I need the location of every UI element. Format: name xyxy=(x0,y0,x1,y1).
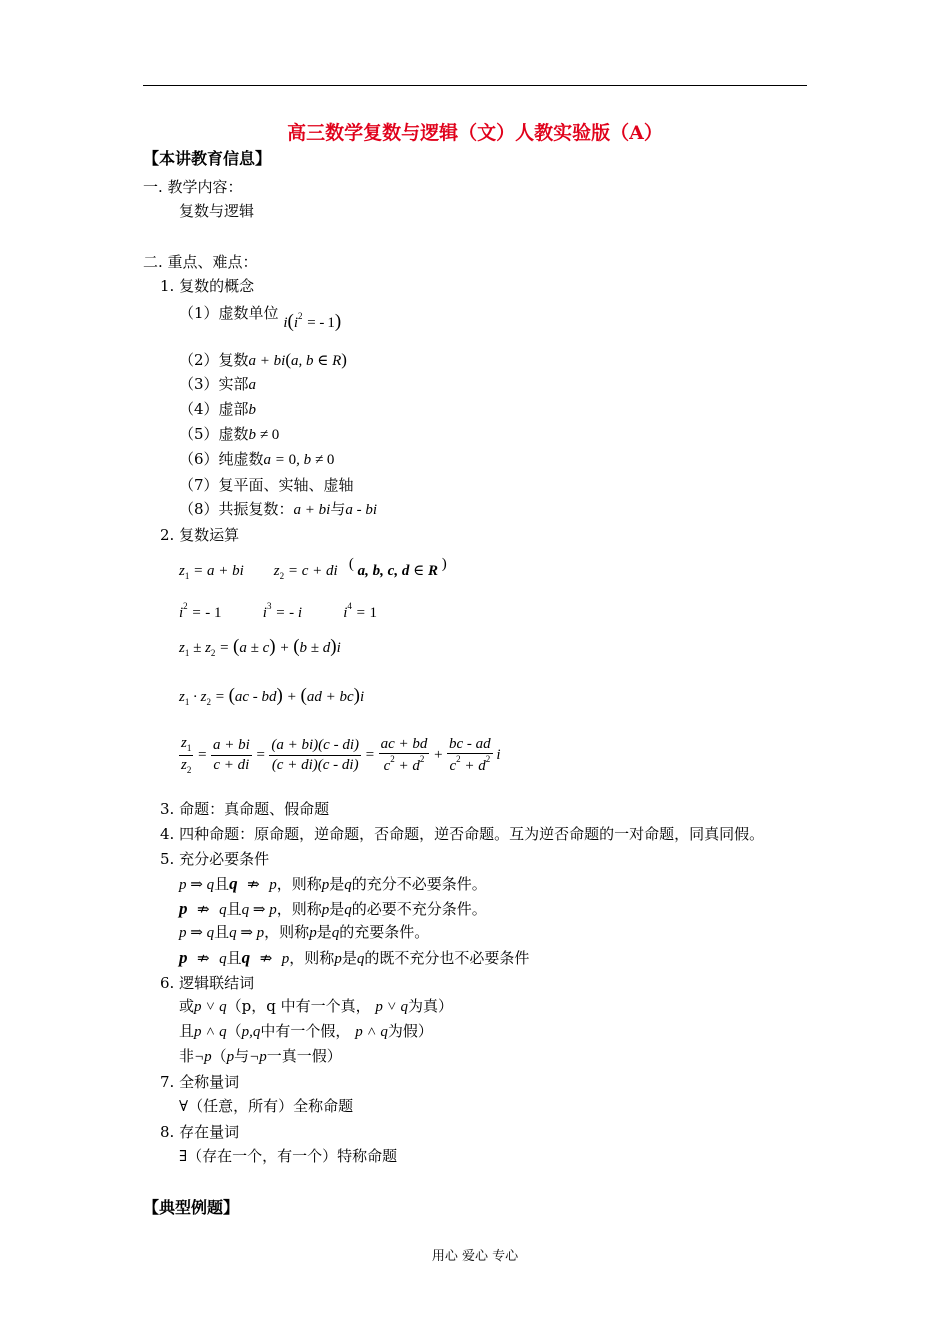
teaching-content: 复数与逻辑 xyxy=(179,202,255,220)
divide-formula: $\frac{z_1}{z_2}$ = $\frac{a + bi}{c + di}$ = $\frac{(a + bi)(c - di)}{(c + di)(c - di)}$ = $\frac{ac + bd}{c^2 + d^2}$ + $\frac{bc - ad}{c^2 + d^2}$ i xyxy=(181,735,501,775)
connective-not: 非¬p（p与¬p一真一假） xyxy=(179,1047,342,1065)
conjugate-label: （8）共振复数： xyxy=(179,500,294,518)
pure-imaginary-line xyxy=(179,451,334,469)
conjugate-formula-1: a + bi xyxy=(293,502,331,518)
frac-real-part: $\frac{ac + bd}{c^2 + d^2}$ xyxy=(380,735,428,775)
item-7-title: 7. 全称量词 xyxy=(160,1073,240,1091)
conjugate-line xyxy=(179,501,377,519)
condition-necessary: p ⇏ q且q ⇒ p，则称p是q的必要不充分条件。 xyxy=(179,899,487,918)
exists-icon: ∃ xyxy=(179,1147,188,1165)
item-8-title: 8. 存在量词 xyxy=(160,1123,240,1141)
section-heading-examples: 【典型例题】 xyxy=(143,1198,240,1217)
imag-part-symbol: b xyxy=(248,402,257,418)
item-3-title: 3. 命题：真命题、假命题 xyxy=(160,800,330,818)
multiply-formula: $z_1 \cdot z_2 = (ac - bd) + (ad + bc)i$ xyxy=(179,685,365,707)
section-heading-info: 【本讲教育信息】 xyxy=(143,149,272,168)
item-6-title: 6. 逻辑联结词 xyxy=(160,974,255,992)
conjugate-and: 与 xyxy=(330,500,346,518)
universal-quantifier-line: ∀（任意，所有）全称命题 xyxy=(179,1097,354,1115)
page-title: 高三数学复数与逻辑（文）人教实验版（A） xyxy=(287,122,663,144)
condition-iff: p ⇒ q且q ⇒ p，则称p是q的充要条件。 xyxy=(179,923,430,941)
imag-part-label: （4）虚部 xyxy=(179,400,249,418)
item-1-title: 1. 复数的概念 xyxy=(160,277,255,295)
complex-number-label: （2）复数 xyxy=(179,351,249,369)
condition-neither: p ⇏ q且q ⇏ p，则称p是q的既不充分也不必要条件 xyxy=(179,948,530,967)
add-sub-formula: $z_1 \pm z_2 = (a \pm c) + (b \pm d)i$ xyxy=(179,636,341,658)
forall-icon: ∀ xyxy=(179,1097,189,1115)
header-rule xyxy=(143,85,807,86)
existential-quantifier-line: ∃（存在一个，有一个）特称命题 xyxy=(179,1147,398,1165)
item-4-title: 4. 四种命题：原命题，逆命题，否命题，逆否命题。互为逆否命题的一对命题，同真同假。 xyxy=(160,825,765,843)
item-5-title: 5. 充分必要条件 xyxy=(160,850,270,868)
complex-plane-line: （7）复平面、实轴、虚轴 xyxy=(179,476,354,494)
frac-abi-cdi: $\frac{a + bi}{c + di}$ xyxy=(212,737,250,773)
pure-imaginary-cond: a = 0, b ≠ 0 xyxy=(263,452,335,468)
imaginary-unit-formula: $i(i^2$ = - 1) xyxy=(283,311,342,332)
imaginary-unit-line xyxy=(179,303,342,332)
imaginary-number-label: （5）虚数 xyxy=(179,425,249,443)
pure-imaginary-label: （6）纯虚数 xyxy=(179,450,264,468)
item-2-title: 2. 复数运算 xyxy=(160,526,240,544)
imag-part-line xyxy=(179,401,256,419)
conjugate-formula-2: a - bi xyxy=(345,502,378,518)
imaginary-number-cond: b ≠ 0 xyxy=(248,427,280,443)
connective-and: 且p ˄ q（p,q中有一个假， p ˄ q为假） xyxy=(179,1022,433,1040)
frac-z1-z2: $\frac{z_1}{z_2}$ xyxy=(181,735,192,775)
frac-conjugate-mult: $\frac{(a + bi)(c - di)}{(c + di)(c - di)}$ xyxy=(271,737,359,773)
real-part-line xyxy=(179,376,256,394)
imaginary-unit-label: （1）虚数单位 xyxy=(179,304,279,322)
connective-or: 或p ˅ q（p，q 中有一个真， p ˅ q为真） xyxy=(179,997,454,1015)
frac-imag-part: $\frac{bc - ad}{c^2 + d^2}$ xyxy=(449,735,491,775)
complex-number-formula: a + bi(a, b ∈ R) xyxy=(248,350,347,369)
imaginary-number-line xyxy=(179,426,279,444)
real-part-symbol: a xyxy=(248,377,257,393)
keypoints-label: 二. 重点、难点： xyxy=(143,253,258,271)
teaching-label: 一. 教学内容： xyxy=(143,178,243,196)
i-powers-formula: $i^2$ = - 1 $i^3$ = - i $i^4 = 1$ xyxy=(179,601,378,621)
condition-sufficient: p ⇒ q且q ⇏ p，则称p是q的充分不必要条件。 xyxy=(179,874,487,893)
operands-formula: $z_1 = a$ + bi $z_2 = c$ + di ( a, b, c, d ∈ R ) xyxy=(179,556,447,581)
page-footer: 用心 爱心 专心 xyxy=(431,1249,519,1264)
real-part-label: （3）实部 xyxy=(179,375,249,393)
complex-number-line xyxy=(179,351,347,370)
